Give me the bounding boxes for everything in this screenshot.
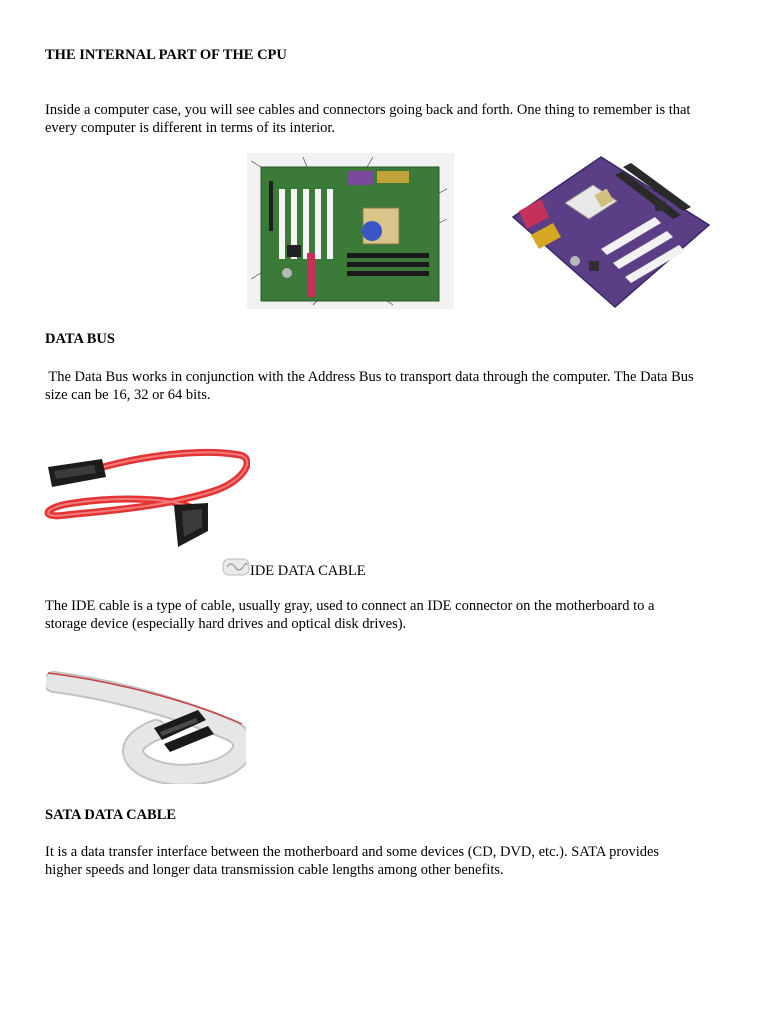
sata-paragraph bbox=[45, 843, 735, 879]
data-bus-line-2: size can be 16, 32 or 64 bits. bbox=[45, 387, 211, 403]
ide-line-2: storage device (especially hard drives and optical disk drives). bbox=[45, 616, 407, 632]
ide-paragraph bbox=[45, 597, 735, 633]
intro-paragraph bbox=[45, 101, 735, 137]
ide-cable-caption: IDE DATA CABLE bbox=[250, 563, 366, 579]
intro-line-1: Inside a computer case, you will see cables and connectors going back and forth. One thing to remember is that bbox=[45, 102, 691, 118]
red-sata-cable-image bbox=[44, 445, 250, 553]
sata-line-1: It is a data transfer interface between the motherboard and some devices (CD, DVD, etc.). SATA provides bbox=[45, 844, 660, 860]
purple-motherboard-image bbox=[505, 151, 713, 309]
ide-line-1: The IDE cable is a type of cable, usually gray, used to connect an IDE connector on the motherboard to a bbox=[45, 598, 655, 614]
intro-line-2: every computer is different in terms of its interior. bbox=[45, 120, 336, 136]
labeled-motherboard-image bbox=[247, 153, 454, 309]
data-bus-line-1: The Data Bus works in conjunction with the Address Bus to transport data through the computer. The Data Bus bbox=[45, 369, 694, 385]
sata-line-2: higher speeds and longer data transmission cable lengths among other benefits. bbox=[45, 862, 504, 878]
data-bus-paragraph bbox=[45, 368, 735, 404]
heading-data-bus: DATA BUS bbox=[45, 331, 115, 347]
scribble-icon bbox=[222, 557, 250, 577]
heading-sata-data-cable: SATA DATA CABLE bbox=[45, 807, 177, 823]
heading-internal-part: THE INTERNAL PART OF THE CPU bbox=[45, 47, 287, 63]
gray-ide-ribbon-cable-image bbox=[46, 670, 246, 784]
